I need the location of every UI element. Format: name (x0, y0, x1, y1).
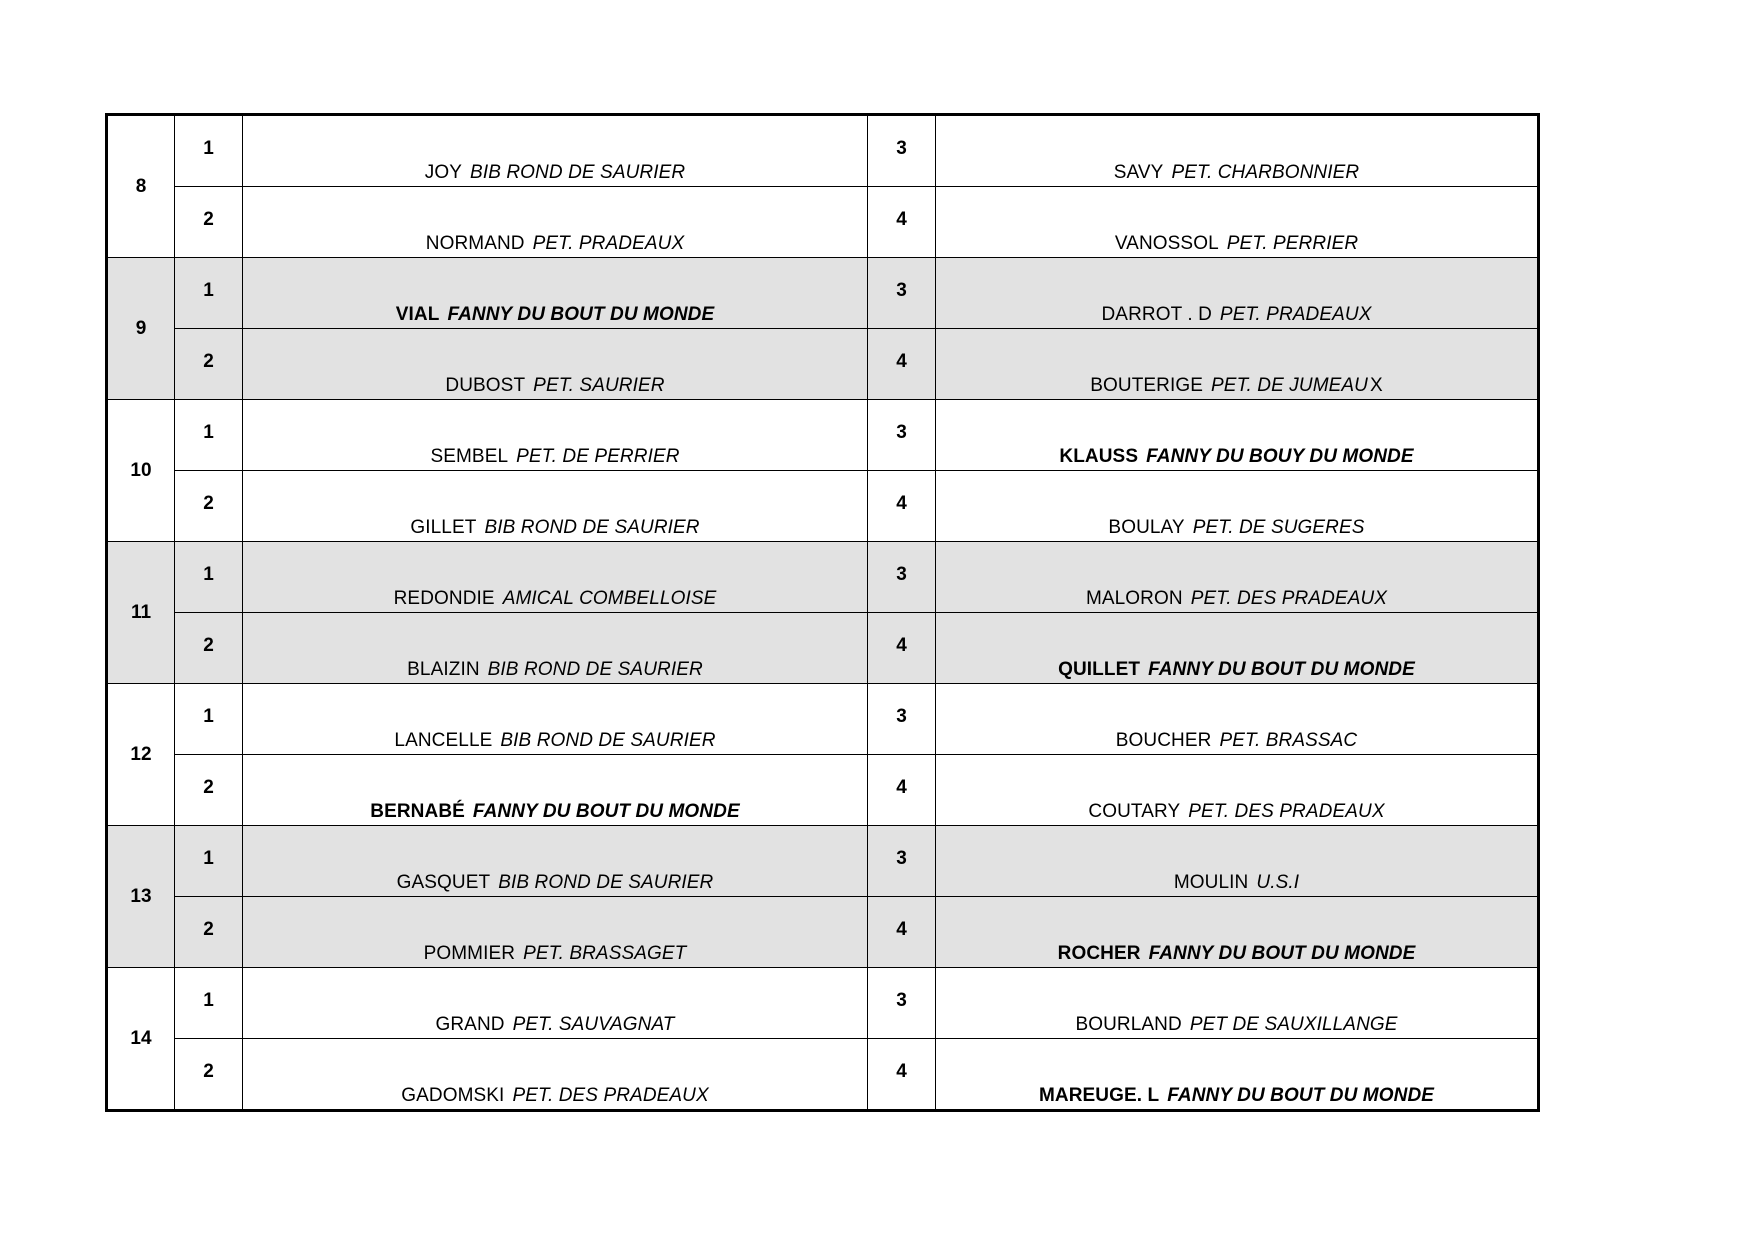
club-name: PET. CHARBONNIER (1171, 162, 1360, 183)
player-name: BOUCHER (1115, 730, 1212, 751)
position-number: 1 (175, 542, 243, 613)
club-name: BIB ROND DE SAURIER (487, 659, 703, 680)
player-name: DUBOST (445, 375, 526, 396)
player-name: LANCELLE (394, 730, 493, 751)
player-cell (243, 258, 868, 329)
position-number: 2 (175, 755, 243, 826)
group-number: 11 (107, 542, 175, 684)
position-number: 2 (175, 613, 243, 684)
group-number: 8 (107, 115, 175, 258)
player-cell (243, 613, 868, 684)
table-row (107, 115, 1539, 187)
table-row (107, 826, 1539, 897)
club-name: PET. PRADEAUX (532, 233, 685, 254)
group-number: 13 (107, 826, 175, 968)
club-name: PET. DES PRADEAUX (1188, 801, 1385, 822)
player-cell (243, 542, 868, 613)
position-number: 3 (868, 115, 936, 187)
player-cell (243, 187, 868, 258)
player-name: BERNABÉ (370, 801, 465, 822)
player-cell (243, 684, 868, 755)
table-row (107, 897, 1539, 968)
player-cell (936, 542, 1539, 613)
club-name: PET. SAURIER (533, 375, 665, 396)
player-name: NORMAND (425, 233, 525, 254)
player-cell (936, 329, 1539, 400)
player-cell (243, 755, 868, 826)
player-cell (243, 329, 868, 400)
table-row (107, 755, 1539, 826)
player-cell (936, 400, 1539, 471)
position-number: 2 (175, 329, 243, 400)
table-row (107, 471, 1539, 542)
position-number: 1 (175, 115, 243, 187)
player-cell (243, 968, 868, 1039)
club-name: FANNY DU BOUY DU MONDE (1146, 446, 1414, 467)
club-name: PET. DES PRADEAUX (512, 1085, 709, 1106)
player-cell (936, 613, 1539, 684)
draw-table (105, 113, 1540, 1112)
player-name: KLAUSS (1059, 446, 1139, 467)
player-name: QUILLET (1058, 659, 1141, 680)
player-cell (936, 471, 1539, 542)
player-cell (936, 897, 1539, 968)
player-name: GILLET (410, 517, 477, 538)
table-row (107, 1039, 1539, 1111)
player-name: GRAND (435, 1014, 505, 1035)
player-name: BOUTERIGE (1090, 375, 1204, 396)
club-name: BIB ROND DE SAURIER (500, 730, 716, 751)
player-cell (243, 471, 868, 542)
player-cell (936, 755, 1539, 826)
club-name: PET DE SAUXILLANGE (1189, 1014, 1398, 1035)
club-name: BIB ROND DE SAURIER (470, 162, 686, 183)
club-name: FANNY DU BOUT DU MONDE (1148, 943, 1416, 964)
player-name: GASQUET (396, 872, 491, 893)
player-name: SAVY (1113, 162, 1164, 183)
position-number: 4 (868, 755, 936, 826)
position-number: 2 (175, 187, 243, 258)
position-number: 4 (868, 897, 936, 968)
group-number: 10 (107, 400, 175, 542)
player-cell (936, 826, 1539, 897)
player-cell (936, 115, 1539, 187)
player-name: ROCHER (1057, 943, 1141, 964)
table-row (107, 258, 1539, 329)
player-name: VIAL (395, 304, 440, 325)
club-name: U.S.I (1256, 872, 1300, 893)
position-number: 3 (868, 826, 936, 897)
player-cell (936, 187, 1539, 258)
table-row (107, 187, 1539, 258)
club-name: PET. PERRIER (1226, 233, 1359, 254)
position-number: 2 (175, 1039, 243, 1111)
position-number: 1 (175, 258, 243, 329)
position-number: 3 (868, 542, 936, 613)
club-name: PET. DE PERRIER (516, 446, 680, 467)
position-number: 1 (175, 968, 243, 1039)
club-name: PET. SAUVAGNAT (512, 1014, 675, 1035)
player-cell (243, 897, 868, 968)
position-number: 1 (175, 826, 243, 897)
player-name: BOULAY (1108, 517, 1185, 538)
table-row (107, 968, 1539, 1039)
table-row (107, 329, 1539, 400)
player-cell (243, 115, 868, 187)
table-row (107, 400, 1539, 471)
position-number: 3 (868, 400, 936, 471)
player-name: REDONDIE (393, 588, 495, 609)
player-name: COUTARY (1088, 801, 1181, 822)
player-cell (936, 258, 1539, 329)
player-cell (936, 1039, 1539, 1111)
position-number: 4 (868, 471, 936, 542)
table-row (107, 684, 1539, 755)
table-row (107, 542, 1539, 613)
draw-table-body (107, 115, 1539, 1111)
player-name: BLAIZIN (407, 659, 480, 680)
club-name: BIB ROND DE SAURIER (498, 872, 714, 893)
player-cell (936, 968, 1539, 1039)
group-number: 12 (107, 684, 175, 826)
club-name: PET. DE SUGERES (1192, 517, 1365, 538)
club-name: PET. PRADEAUX (1219, 304, 1372, 325)
player-name: GADOMSKI (401, 1085, 505, 1106)
club-name: PET. BRASSAGET (523, 943, 687, 964)
position-number: 2 (175, 471, 243, 542)
player-name: MOULIN (1173, 872, 1249, 893)
position-number: 2 (175, 897, 243, 968)
club-name: FANNY DU BOUT DU MONDE (472, 801, 740, 822)
position-number: 3 (868, 258, 936, 329)
club-name: FANNY DU BOUT DU MONDE (447, 304, 715, 325)
club-name: FANNY DU BOUT DU MONDE (1148, 659, 1415, 680)
group-number: 14 (107, 968, 175, 1111)
player-cell (243, 826, 868, 897)
position-number: 1 (175, 684, 243, 755)
player-cell (243, 1039, 868, 1111)
club-name: FANNY DU BOUT DU MONDE (1167, 1085, 1435, 1106)
position-number: 4 (868, 329, 936, 400)
player-name: MALORON (1085, 588, 1183, 609)
club-name: AMICAL COMBELLOISE (502, 588, 717, 609)
position-number: 3 (868, 968, 936, 1039)
player-cell (243, 400, 868, 471)
position-number: 4 (868, 187, 936, 258)
player-name: BOURLAND (1075, 1014, 1182, 1035)
club-name: PET. DE JUMEAU (1211, 375, 1368, 396)
table-row (107, 613, 1539, 684)
player-suffix: X (1369, 375, 1383, 396)
player-name: SEMBEL (430, 446, 509, 467)
position-number: 4 (868, 1039, 936, 1111)
club-name: BIB ROND DE SAURIER (484, 517, 700, 538)
player-name: VANOSSOL (1114, 233, 1219, 254)
position-number: 3 (868, 684, 936, 755)
player-name: JOY (424, 162, 463, 183)
player-name: DARROT . D (1101, 304, 1212, 325)
player-cell (936, 684, 1539, 755)
player-name: MAREUGE. L (1038, 1085, 1160, 1106)
club-name: PET. DES PRADEAUX (1190, 588, 1388, 609)
position-number: 1 (175, 400, 243, 471)
player-name: POMMIER (423, 943, 516, 964)
group-number: 9 (107, 258, 175, 400)
position-number: 4 (868, 613, 936, 684)
club-name: PET. BRASSAC (1219, 730, 1358, 751)
